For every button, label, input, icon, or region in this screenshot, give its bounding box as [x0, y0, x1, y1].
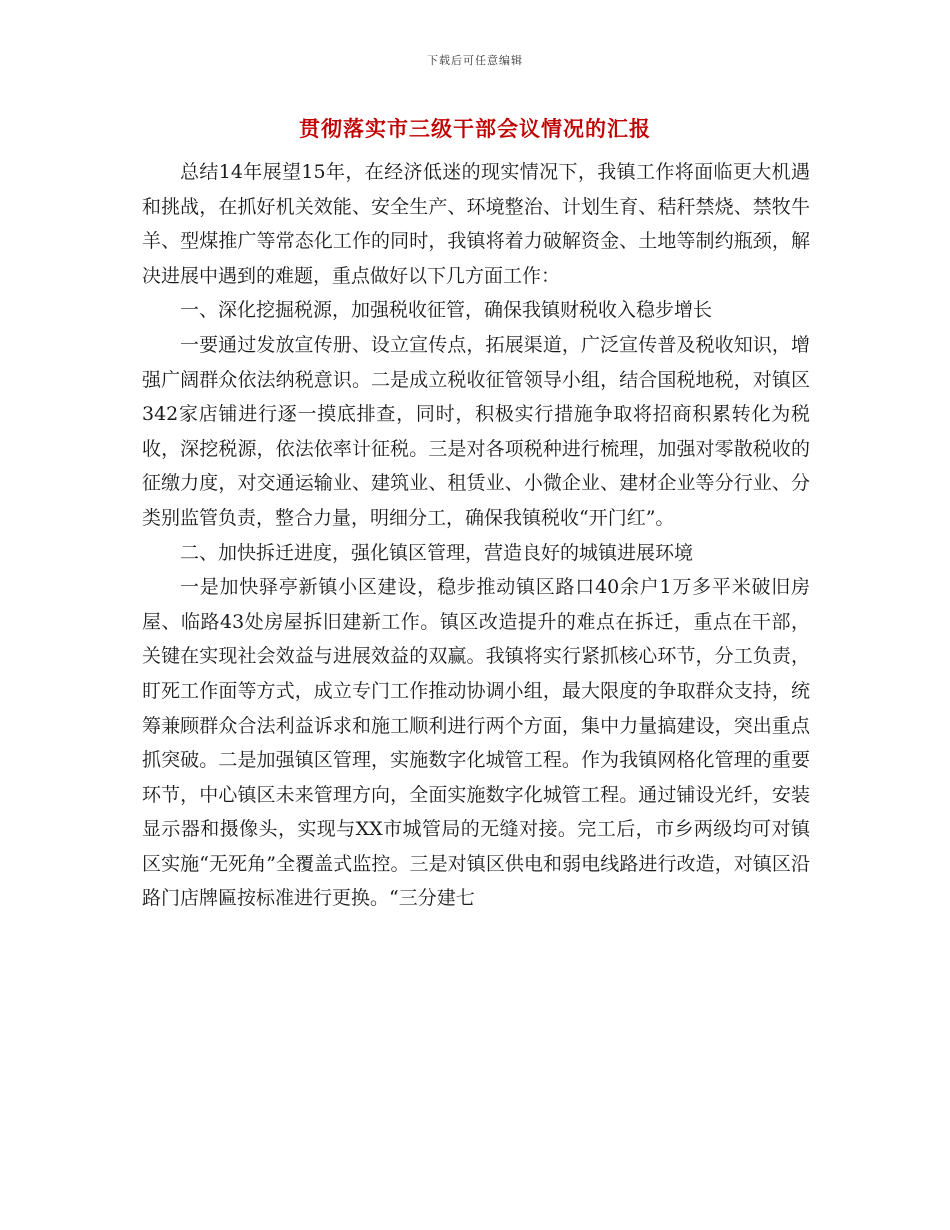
document-body — [142, 155, 810, 916]
paragraph-section-2: 一是加快驿亭新镇小区建设，稳步推动镇区路口40余户1万多平米破旧房屋、临路43处房屋拆旧建新工作。镇区改造提升的难点在拆迁，重点在干部，关键在实现社会效益与进展效益的双赢。我镇将实行紧抓核心环节，分工负责，盯死工作面等方式，成立专门工作推动协调小组，最大限度的争取群众支持，统筹兼顾群众合法利益诉求和施工顺利进行两个方面，集中力量搞建设，突出重点抓突破。二是加强镇区管理，实施数字化城管工程。作为我镇网格化管理的重要环节，中心镇区未来管理方向，全面实施数字化城管工程。通过铺设光纤，安装显示器和摄像头，实现与XX市城管局的无缝对接。完工后，市乡两级均可对镇区实施“无死角”全覆盖式监控。三是对镇区供电和弱电线路进行改造，对镇区沿路门店牌匾按标准进行更换。“三分建七 — [142, 576, 810, 910]
section-heading-1: 一、深化挖掘税源，加强税收征管，确保我镇财税收入稳步增长 — [180, 299, 713, 322]
page-header-note: 下载后可任意编辑 — [427, 54, 523, 67]
document-title: 贯彻落实市三级干部会议情况的汇报 — [299, 117, 651, 141]
paragraph-intro: 总结14年展望15年，在经济低迷的现实情况下，我镇工作将面临更大机遇和挑战，在抓好机关效能、安全生产、环境整治、计划生育、秸秆禁烧、禁牧牛羊、型煤推广等常态化工作的同时，我镇将着力破解资金、土地等制约瓶颈，解决进展中遇到的难题，重点做好以下几方面工作： — [142, 161, 810, 287]
section-heading-2: 二、加快拆迁进度，强化镇区管理，营造良好的城镇进展环境 — [180, 541, 694, 564]
paragraph-section-1: 一要通过发放宣传册、设立宣传点，拓展渠道，广泛宣传普及税收知识，增强广阔群众依法纳税意识。二是成立税收征管领导小组，结合国税地税，对镇区342家店铺进行逐一摸底排查，同时，积极实行措施争取将招商积累转化为税收，深挖税源，依法依率计征税。三是对各项税种进行梳理，加强对零散税收的征缴力度，对交通运输业、建筑业、租赁业、小微企业、建材企业等分行业、分类别监管负责，整合力量，明细分工，确保我镇税收“开门红”。 — [142, 333, 810, 529]
